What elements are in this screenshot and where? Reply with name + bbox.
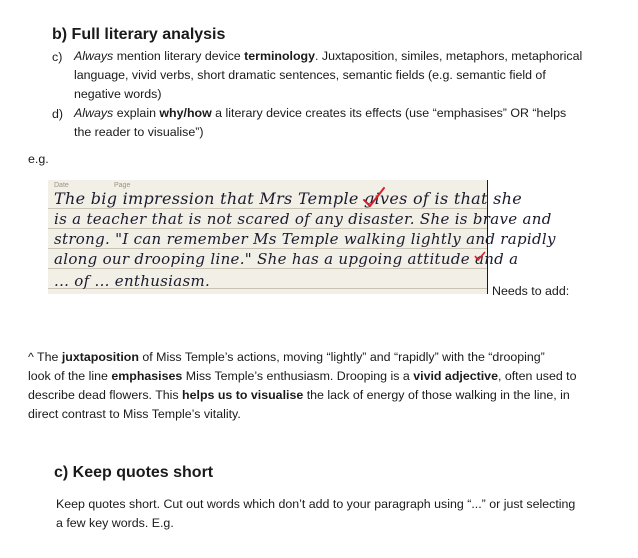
section-c-line-1: Keep quotes short. Cut out words which don’t add to your paragraph using “...” or just selecting xyxy=(56,497,576,511)
photo-right-border xyxy=(48,180,488,294)
section-c-line-2: a few key words. E.g. xyxy=(56,516,174,530)
item-c-line-3: negative words) xyxy=(74,87,162,101)
analysis-bold-emphasises: emphasises xyxy=(111,369,183,383)
section-c-heading: c) Keep quotes short xyxy=(54,464,214,481)
handwriting-line-2: is a teacher that is not scared of any disaster. She is brave and xyxy=(54,210,552,228)
analysis-line-4: direct contrast to Miss Temple’s vitality. xyxy=(28,407,241,421)
item-d-emphasis: Always xyxy=(74,106,114,120)
item-c-label: c) xyxy=(52,50,63,64)
needs-to-add-label: Needs to add: xyxy=(492,284,570,298)
handwriting-line-4: along our drooping line." She has a upgoing attitude and a xyxy=(54,250,519,268)
item-d-text-2: a literary device creates its effects (use “emphasises” OR “helps xyxy=(211,106,567,120)
handwriting-line-1: The big impression that Mrs Temple gives of is that she xyxy=(54,189,523,208)
analysis-text: ^ The xyxy=(28,350,62,364)
analysis-text: look of the line xyxy=(28,369,112,383)
item-c-line-1 xyxy=(74,47,624,66)
item-c-text-1: mention literary device xyxy=(113,49,245,63)
eg-label: e.g. xyxy=(28,152,49,166)
analysis-paragraph xyxy=(28,348,628,424)
item-d-bold: why/how xyxy=(159,106,212,120)
analysis-text: of Miss Temple’s actions, moving “lightly” and “rapidly” with the “drooping” xyxy=(138,350,545,364)
analysis-bold-helps-visualise: helps us to visualise xyxy=(182,388,304,402)
photo-date-label: Date xyxy=(54,182,69,189)
item-d-text-1: explain xyxy=(113,106,160,120)
analysis-line-1 xyxy=(28,348,628,367)
item-c-bold: terminology xyxy=(244,49,316,63)
analysis-text: Miss Temple’s enthusiasm. Drooping is a xyxy=(182,369,414,383)
analysis-text: , often used to xyxy=(497,369,577,383)
analysis-text: the lack of energy of those walking in the line, in xyxy=(303,388,570,402)
item-c-text xyxy=(74,47,624,104)
analysis-bold-juxtaposition: juxtaposition xyxy=(61,350,139,364)
item-d-line-1 xyxy=(74,104,624,123)
analysis-bold-vivid-adjective: vivid adjective xyxy=(413,369,498,383)
analysis-line-3 xyxy=(28,386,628,405)
handwriting-line-3: strong. "I can remember Ms Temple walking lightly and rapidly xyxy=(54,230,556,248)
item-c-text-2: . Juxtaposition, similes, metaphors, metaphorical xyxy=(315,49,583,63)
item-d-text xyxy=(74,104,624,142)
item-c-line-2: language, vivid verbs, short dramatic sentences, semantic fields (e.g. semantic field of xyxy=(74,68,546,82)
analysis-line-2 xyxy=(28,367,628,386)
analysis-text: describe dead flowers. This xyxy=(28,388,183,402)
handwriting-line-5: ... of ... enthusiasm. xyxy=(54,272,211,290)
photo-page-label: Page xyxy=(114,182,131,189)
item-d-line-2: the reader to visualise”) xyxy=(74,125,204,139)
item-c-emphasis: Always xyxy=(74,49,114,63)
section-b-heading: b) Full literary analysis xyxy=(52,26,226,43)
item-d-label: d) xyxy=(52,107,64,121)
section-c-text xyxy=(56,495,631,533)
